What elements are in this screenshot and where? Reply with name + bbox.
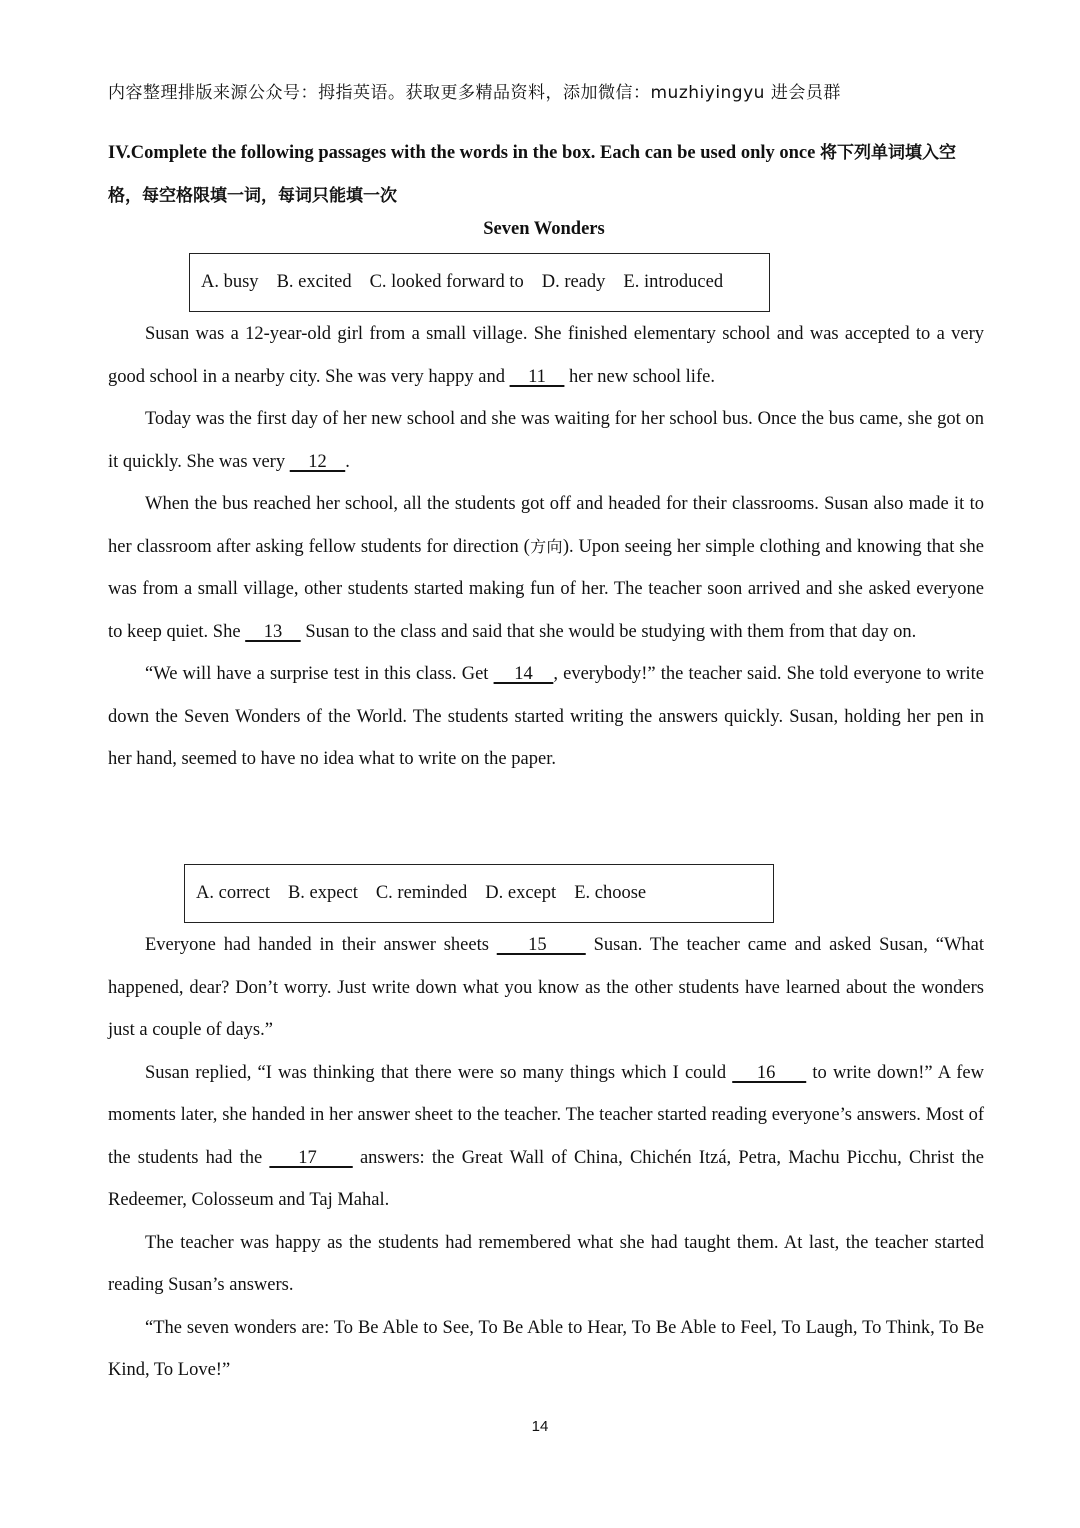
word-box-1 — [189, 253, 770, 312]
page-header-note: 内容整理排版来源公众号：拇指英语。获取更多精品资料，添加微信：muzhiyingyu 进会员群 — [108, 83, 841, 103]
paragraph: The teacher was happy as the students had remembered what she had taught them. At last, the teacher started reading Susan’s answers. — [108, 1232, 984, 1295]
word-option: B. excited — [276, 272, 352, 292]
paragraph: Susan was a 12-year-old girl from a small village. She finished elementary school and was accepted to a very good school in a nearby city. She was very happy and 11 her new school life. — [108, 324, 984, 387]
word-box-2 — [184, 864, 774, 923]
paragraph: Susan replied, “I was thinking that there were so many things which I could 16 to write down!” A few moments later, she handed in her answer sheet to the teacher. The teacher started reading everyone’s answers. Most of the students had the 17 answers: the Great Wall of China, Chichén Itzá, Petra, Machu Picchu, Christ the Redeemer, Colosseum and Taj Mahal. — [108, 1062, 985, 1210]
word-option: D. except — [485, 883, 557, 903]
word-option: A. busy — [201, 272, 259, 292]
blank-17: 17 — [269, 1147, 353, 1168]
instruction-en: IV.Complete the following passages with the words in the box. Each can be used only once — [108, 143, 820, 163]
word-option: B. expect — [287, 883, 358, 903]
passage-1 — [108, 313, 984, 781]
page-number: 14 — [531, 1418, 549, 1435]
word-option: E. choose — [574, 883, 647, 903]
blank-11: 11 — [509, 366, 565, 387]
word-option: C. looked forward to — [369, 272, 524, 292]
passage-title: Seven Wonders — [483, 219, 605, 239]
passage-2 — [108, 924, 984, 1392]
instruction — [108, 132, 988, 217]
word-option: D. ready — [541, 272, 606, 292]
blank-15: 15 — [496, 935, 586, 955]
blank-14: 14 — [493, 664, 554, 684]
blank-13: 13 — [245, 621, 301, 642]
paragraph: Today was the first day of her new school and she was waiting for her school bus. Once the bus came, she got on it quickly. She was very 12 . — [108, 409, 984, 472]
paragraph: When the bus reached her school, all the students got off and headed for their classrooms. Susan also made it to her classroom after asking fellow students for direction (方向). Upon seeing her simple clothing and knowing that she was from a small village, other students started making fun of her. The teacher soon arrived and she asked everyone to keep quiet. She 13 Susan to the class and said that she would be studying with them from that day on. — [108, 494, 984, 642]
paragraph: Everyone had handed in their answer sheets 15 Susan. The teacher came and asked Susan, “What happened, dear? Don’t worry. Just write down what you know as the other students have learned about the wonders just a couple of days.” — [108, 935, 985, 1040]
paragraph: “The seven wonders are: To Be Able to See, To Be Able to Hear, To Be Able to Feel, To Laugh, To Think, To Be Kind, To Love!” — [108, 1317, 984, 1380]
word-option: E. introduced — [623, 272, 724, 292]
word-option: C. reminded — [375, 883, 468, 903]
word-option: A. correct — [196, 883, 270, 903]
instruction-cn: 将下列单词填入空格，每空格限填一词，每词只能填一次 — [108, 143, 956, 206]
blank-12: 12 — [289, 451, 346, 472]
paragraph: “We will have a surprise test in this class. Get 14 , everybody!” the teacher said. She told everyone to write down the Seven Wonders of the World. The students started writing the answers quickly. Susan, holding her pen in her hand, seemed to have no idea what to write on the paper. — [108, 664, 984, 769]
blank-16: 16 — [732, 1062, 807, 1083]
